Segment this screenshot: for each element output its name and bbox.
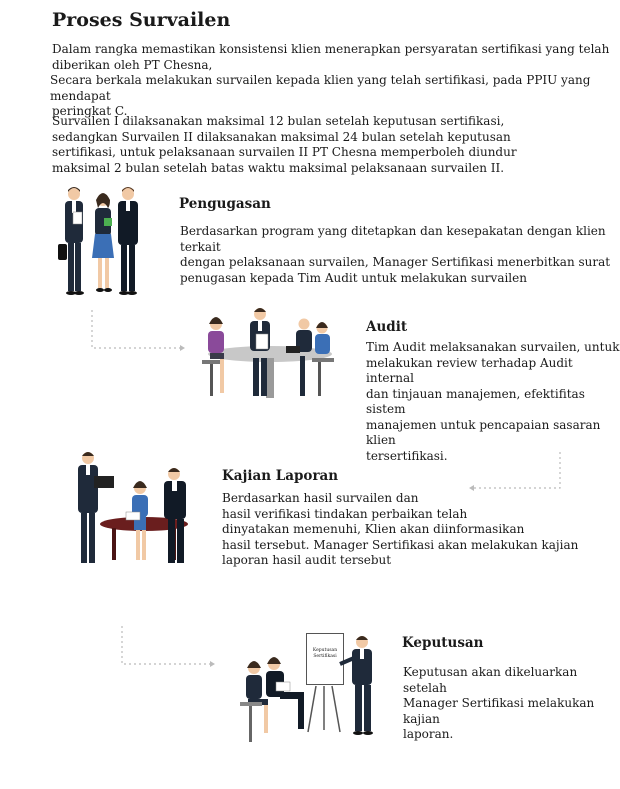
connector-arrow-1 bbox=[88, 308, 188, 356]
step-kajian-text: Berdasarkan hasil survailen dan hasil verifikasi tindakan perbaikan telah dinyatakan memenuhi, Klien akan diinformasikan hasil tersebut. Manager Sertifikasi akan melakukan kajian laporan hasil audit tersebut bbox=[222, 491, 579, 567]
step-keputusan-title: Keputusan bbox=[402, 635, 484, 651]
board-text-line2: Sertifikasi bbox=[313, 654, 337, 659]
team-illustration bbox=[56, 186, 146, 298]
step-keputusan-text: Keputusan akan dikeluarkan setelah Manager Sertifikasi melakukan kajian laporan. bbox=[403, 665, 595, 741]
step-audit-text: Tim Audit melaksanakan survailen, untuk melakukan review terhadap Audit internal dan tinjauan manajemen, efektifitas sistem manajemen untuk pencapaian sasaran klien tersertifikasi. bbox=[366, 340, 620, 463]
board-text-line1: Keputusan bbox=[312, 648, 338, 653]
schedule-paragraph: Survailen I dilaksanakan maksimal 12 bulan setelah keputusan sertifikasi, sedangkan Survailen II dilaksanakan maksimal 24 bulan setelah keputusan sertifikasi, untuk pelaksanaan survailen II PT Chesna memperboleh diundur maksimal 2 bulan setelah batas waktu maksimal pelaksanaan survailen II. bbox=[52, 114, 517, 175]
connector-arrow-2 bbox=[466, 450, 566, 492]
decision-illustration bbox=[236, 630, 386, 750]
audit-meeting-illustration bbox=[200, 306, 340, 408]
step-kajian-title: Kajian Laporan bbox=[222, 468, 339, 484]
intro-paragraph: Dalam rangka memastikan konsistensi klien menerapkan persyaratan sertifikasi yang telah diberikan oleh PT Chesna, Secara berkala melakukan survailen kepada klien yang telah sertifikasi, pada PPIU yang mendapat peringkat C. bbox=[50, 42, 610, 118]
connector-arrow-3 bbox=[118, 624, 218, 670]
step-penugasan-text: Berdasarkan program yang ditetapkan dan kesepakatan dengan klien terkait dengan pelaksanaan survailen, Manager Sertifikasi menerbitkan surat penugasan kepada Tim Audit untuk melakukan survailen bbox=[180, 224, 611, 285]
report-review-illustration bbox=[70, 450, 210, 568]
step-audit-title: Audit bbox=[366, 319, 408, 335]
step-penugasan-title: Pengugasan bbox=[179, 196, 271, 212]
page-title: Proses Survailen bbox=[52, 9, 231, 31]
